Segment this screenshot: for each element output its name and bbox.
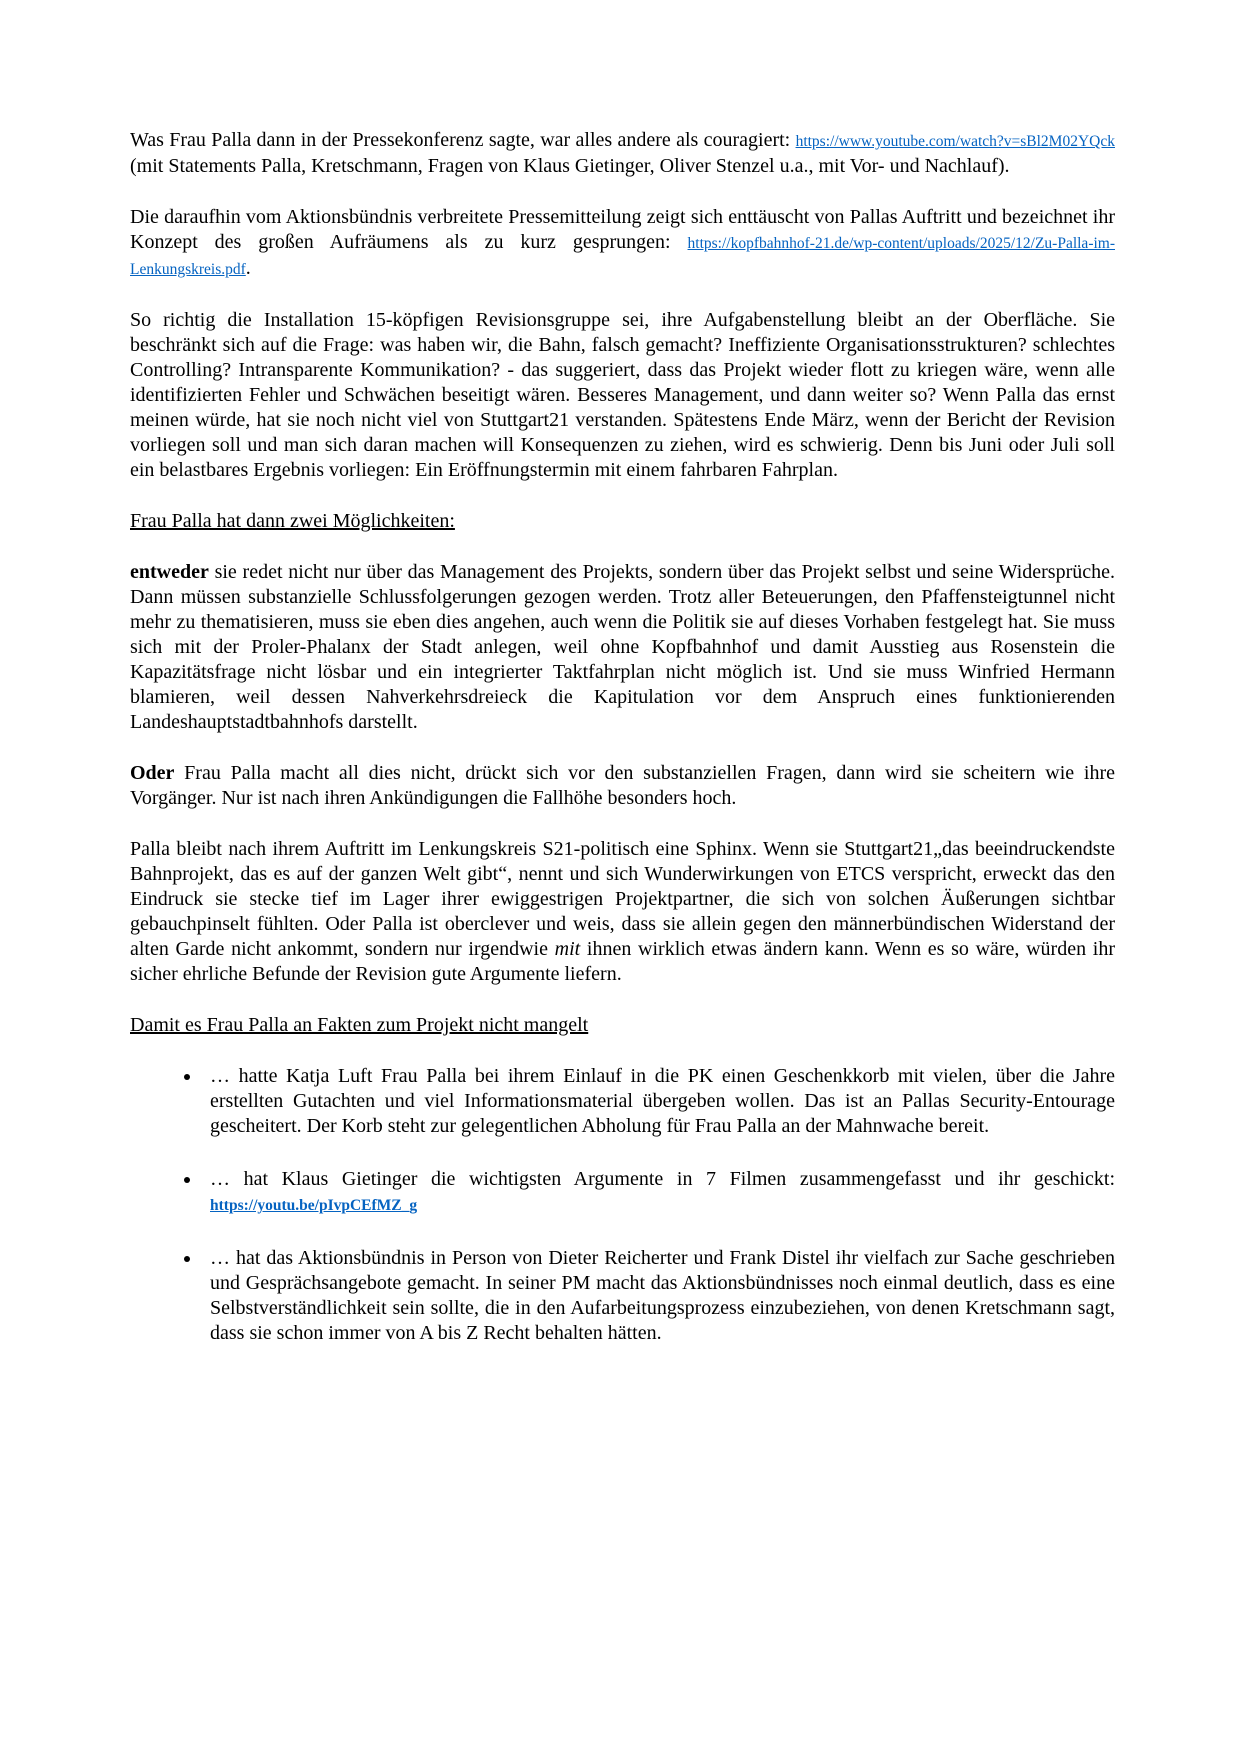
paragraph-pressekonferenz-text-after: (mit Statements Palla, Kretschmann, Fragen von Klaus Gietinger, Oliver Stenzel u.a., mit Vor- und Nachlauf). [130,155,1010,177]
bullet-gietinger-text: … hat Klaus Gietinger die wichtigsten Argumente in 7 Filmen zusammengefasst und ihr geschickt: [210,1168,1115,1190]
entweder-bold: entweder [130,561,209,583]
sphinx-text: Palla bleibt nach ihrem Auftritt im Lenkungskreis S21-politisch eine Sphinx. Wenn sie Stuttgart21„das beeindruckendste Bahnprojekt, das es auf der ganzen Welt gibt“, nennt und sich Wunderwirkungen von ETCS verspricht, erweckt das den Eindruck sie stecke tief im Lager ihrer ewiggestrigen Projektpartner, die sich von solchen Äußerungen sichtbar gebauchpinselt fühlten. Oder Palla ist oberclever und weis, dass sie allein gegen den männerbündischen Widerstand der alten Garde nicht ankommt, sondern nur irgendwie [130,838,1115,960]
kopfbahnhof-pdf-link[interactable]: https://kopfbahnhof-21.de/wp-content/uploads/2025/12/Zu-Palla-im-Lenkungskreis.pdf [130,235,1115,278]
entweder-text: sie redet nicht nur über das Management des Projekts, sondern über das Projekt selbst und seine Widersprüche. Dann müssen substanzielle Schlussfolgerungen gezogen werden. Trotz aller Beteuerungen, den Pfaffensteigtunnel nicht mehr zu thematisieren, muss sie eben dies angehen, auch wenn die Politik sie auf dieses Vorhaben festgelegt hat. Sie muss sich mit der Proler-Phalanx der Stadt anlegen, weil ohne Kopfbahnhof und damit Ausstieg aus Rosenstein die Kapazitätsfrage nicht lösbar und ein integrierter Taktfahrplan nicht möglich ist. Und sie muss Winfried Hermann blamieren, weil dessen Nahverkehrsdreieck die Kapitulation vor dem Anspruch eines funktionierenden Landeshauptstadtbahnhofs darstellt. [130,561,1115,733]
paragraph-oder [130,761,1115,811]
paragraph-pressekonferenz-text: Was Frau Palla dann in der Pressekonferenz sagte, war alles andere als couragiert: [130,129,796,151]
heading-zwei-moeglichkeiten: Frau Palla hat dann zwei Möglichkeiten: [130,510,455,532]
paragraph-entweder [130,560,1115,735]
youtube-filme-link[interactable]: https://youtu.be/pIvpCEfMZ_g [210,1197,418,1214]
oder-bold: Oder [130,762,175,784]
bullet-aktionsbuendnis: • … hat das Aktionsbündnis in Person von Dieter Reicherter und Frank Distel ihr vielfach zur Sache geschrieben und Gesprächsangebote gemacht. In seiner PM macht das Aktionsbündnisses noch einmal deutlich, dass es eine Selbstverständlichkeit sein sollte, die in den Aufarbeitungsprozess einzubeziehen, von denen Kretschmann sagt, dass sie schon immer von A bis Z Recht behalten hätten. [202,1246,1115,1346]
paragraph-pressemitteilung [130,205,1115,282]
paragraph-revisionsgruppe: So richtig die Installation 15-köpfigen Revisionsgruppe sei, ihre Aufgabenstellung bleibt an der Oberfläche. Sie beschränkt sich auf die Frage: was haben wir, die Bahn, falsch gemacht? Ineffiziente Organisationsstrukturen? schlechtes Controlling? Intransparente Kommunikation? - das suggeriert, dass das Projekt wieder flott zu kriegen wäre, wenn alle identifizierten Fehler und Schwächen beseitigt wären. Besseres Management, und dann weiter so? Wenn Palla das ernst meinen würde, hat sie noch nicht viel von Stuttgart21 verstanden. Spätestens Ende März, wenn der Bericht der Revision vorliegen soll und man sich daran machen will Konsequenzen zu ziehen, wird es schwierig. Denn bis Juni oder Juli soll ein belastbares Ergebnis vorliegen: Ein Eröffnungstermin mit einem fahrbaren Fahrplan. [130,309,1115,481]
youtube-pressekonferenz-link[interactable]: https://www.youtube.com/watch?v=sBl2M02YQck [795,133,1115,150]
bullet-gietinger-filme [202,1167,1115,1218]
paragraph-pressekonferenz [130,128,1115,179]
sphinx-text-after: ihnen wirklich etwas ändern kann. Wenn es so wäre, würden ihr sicher ehrliche Befunde der Revision gute Argumente liefern. [130,938,1115,985]
bullet-geschenkkorb: • … hatte Katja Luft Frau Palla bei ihrem Einlauf in die PK einen Geschenkkorb mit vielen, über die Jahre erstellten Gutachten und viel Informationsmaterial übergeben wollen. Das ist an Pallas Security-Entourage gescheitert. Der Korb steht zur gelegentlichen Abholung für Frau Palla an der Mahnwache bereit. [202,1064,1115,1139]
paragraph-pressemitteilung-text-after: . [245,257,251,279]
sphinx-italic-mit: mit [554,938,581,960]
heading-fakten: Damit es Frau Palla an Fakten zum Projekt nicht mangelt [130,1014,589,1036]
paragraph-sphinx [130,837,1115,987]
paragraph-pressemitteilung-text: Die daraufhin vom Aktionsbündnis verbreitete Pressemitteilung zeigt sich enttäuscht von Pallas Auftritt und bezeichnet ihr Konzept des großen Aufräumens als zu kurz gesprungen: [130,206,1115,253]
fakten-bullet-list [130,1064,1115,1346]
oder-text: Frau Palla macht all dies nicht, drückt sich vor den substanziellen Fragen, dann wird sie scheitern wie ihre Vorgänger. Nur ist nach ihren Ankündigungen die Fallhöhe besonders hoch. [130,762,1115,809]
